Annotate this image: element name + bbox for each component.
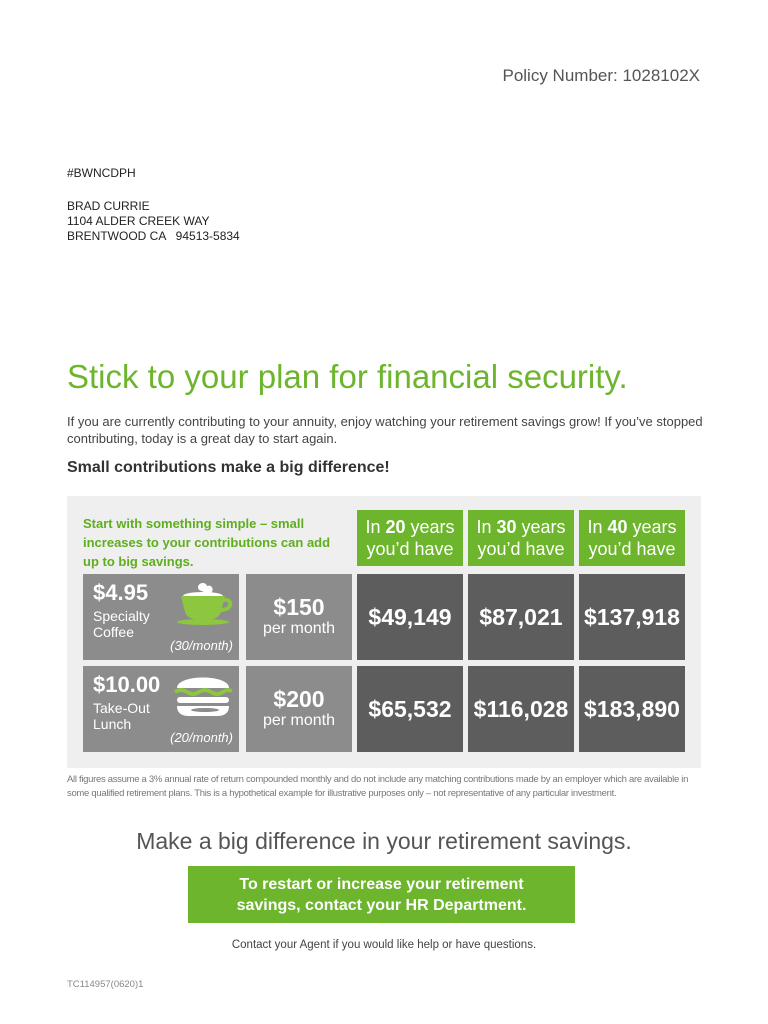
- monthly-amount: $200: [273, 686, 325, 712]
- address-name: BRAD CURRIE: [67, 199, 150, 213]
- monthly-amount: $150: [273, 594, 325, 620]
- coffee-item-cell: [83, 574, 239, 660]
- year-header-30: In 30 years you’d have: [468, 510, 574, 566]
- result-cell: $87,021: [468, 574, 574, 660]
- section-subheading: Small contributions make a big difference!: [67, 459, 390, 476]
- item-price: $10.00: [93, 672, 161, 697]
- lunch-item-cell: [83, 666, 239, 752]
- cta-line-1: To restart or increase your retirement: [239, 876, 524, 893]
- item-price: $4.95: [93, 580, 149, 605]
- result-cell: $49,149: [357, 574, 463, 660]
- coffee-cup-icon: [173, 580, 235, 626]
- result-cell: $116,028: [468, 666, 574, 752]
- hr-contact-callout: [188, 866, 575, 923]
- monthly-label: per month: [262, 620, 336, 637]
- policy-number: Policy Number: 1028102X: [502, 66, 700, 85]
- address-city: BRENTWOOD CA 94513-5834: [67, 229, 240, 243]
- year-header-20: In 20 years you’d have: [357, 510, 463, 566]
- monthly-label: per month: [262, 712, 336, 729]
- page-headline: Stick to your plan for financial security.: [67, 358, 628, 395]
- result-cell: $183,890: [579, 666, 685, 752]
- table-tagline: Start with something simple – small increases to your contributions can add up to big savings.: [83, 516, 331, 569]
- cta-line-2: savings, contact your HR Department.: [236, 897, 527, 914]
- item-frequency: (20/month): [170, 730, 233, 745]
- result-cell: $65,532: [357, 666, 463, 752]
- item-name: Take-Out Lunch: [93, 700, 150, 732]
- savings-table: [67, 496, 701, 768]
- disclaimer-text: All figures assume a 3% annual rate of return compounded monthly and do not include any matching contributions made by an employer which are available in some qualified retirement plans. This is a hypothetical example for illustrative purposes only – not representative of any particular investment.: [67, 774, 689, 799]
- form-code: TC114957(0620)1: [67, 979, 144, 990]
- year-header-40: In 40 years you’d have: [579, 510, 685, 566]
- monthly-amount-cell: [246, 574, 352, 660]
- mail-code: #BWNCDPH: [67, 166, 136, 180]
- item-frequency: (30/month): [170, 638, 233, 653]
- item-name: Specialty Coffee: [93, 608, 150, 640]
- result-cell: $137,918: [579, 574, 685, 660]
- agent-note: Contact your Agent if you would like help or have questions.: [231, 939, 537, 951]
- closing-headline: Make a big difference in your retirement savings.: [136, 828, 632, 854]
- mailing-address: [67, 199, 240, 244]
- monthly-amount-cell: [246, 666, 352, 752]
- intro-paragraph: If you are currently contributing to your annuity, enjoy watching your retirement savings grow! If you’ve stopped contributing, today is a great day to start again.: [67, 414, 703, 446]
- address-street: 1104 ALDER CREEK WAY: [67, 214, 210, 228]
- burger-icon: [171, 670, 235, 722]
